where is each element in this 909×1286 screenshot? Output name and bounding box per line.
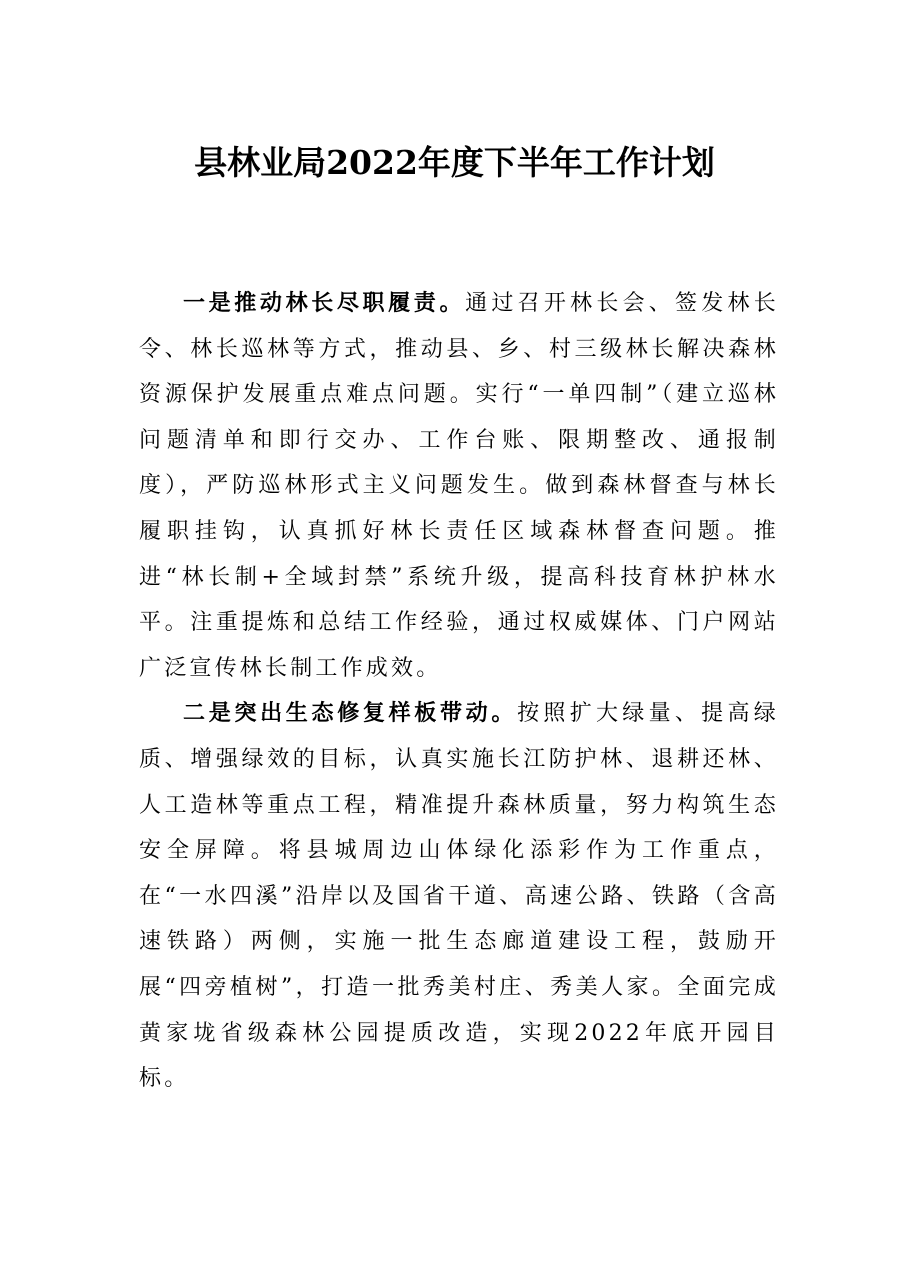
paragraph-lead: 二是突出生态修复样板带动。 xyxy=(183,701,518,727)
paragraph-ecological-restoration xyxy=(139,691,779,1101)
paragraph-forest-chief xyxy=(139,281,779,691)
paragraph-text: 按照扩大绿量、提高绿质、增强绿效的目标，认真实施长江防护林、退耕还林、人工造林等重点工程，精准提升森林质量，努力构筑生态安全屏障。将县城周边山体绿化添彩作为工作重点，在“一水四溪”沿岸以及国省干道、高速公路、铁路（含高速铁路）两侧，实施一批生态廊道建设工程，鼓励开展“四旁植树”，打造一批秀美村庄、秀美人家。全面完成黄家垅省级森林公园提质改造，实现2022年底开园目标。 xyxy=(139,701,779,1092)
document-title: 县林业局2022年度下半年工作计划 xyxy=(194,143,715,182)
document-body xyxy=(139,281,779,1102)
paragraph-lead: 一是推动林长尽职履责。 xyxy=(183,291,466,316)
paragraph-text: 通过召开林长会、签发林长令、林长巡林等方式，推动县、乡、村三级林长解决森林资源保护发展重点难点问题。实行“一单四制”（建立巡林问题清单和即行交办、工作台账、限期整改、通报制度），严防巡林形式主义问题发生。做到森林督查与林长履职挂钩，认真抓好林长责任区域森林督查问题。推进“林长制+全域封禁”系统升级，提高科技育林护林水平。注重提炼和总结工作经验，通过权威媒体、门户网站广泛宣传林长制工作成效。 xyxy=(139,291,779,681)
